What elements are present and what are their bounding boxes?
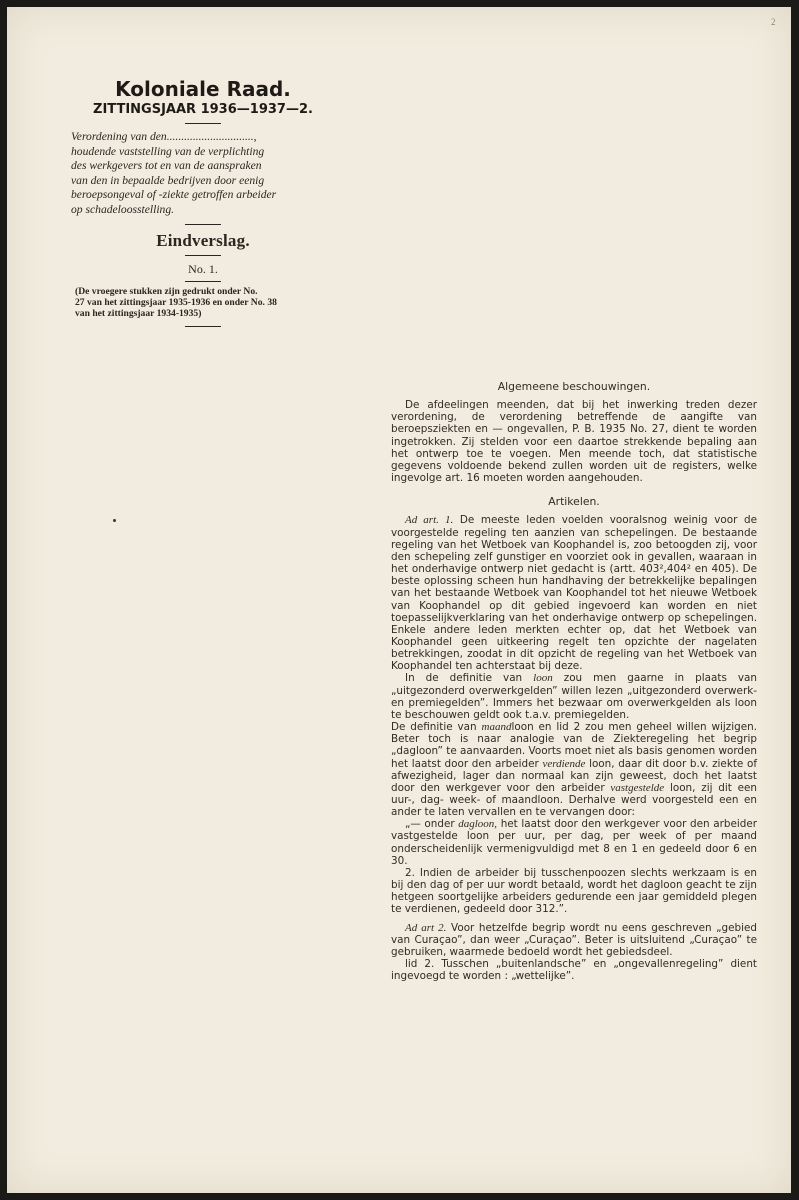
article-2-lid-2: lid 2. Tusschen „buitenlandsche” en „ongevallenregeling” dient ingevoegd te worden : „wettelijke”. bbox=[391, 958, 757, 983]
dagloon-term: dagloon, bbox=[458, 818, 498, 831]
note-line: van het zittingsjaar 1934-1935) bbox=[75, 308, 202, 320]
main-text-column bbox=[391, 381, 757, 982]
article-1-label: Ad art. 1. bbox=[405, 514, 454, 527]
dagloon-paragraph: „— onder dagloon, het laatst door den werkgever voor den arbeider vastgestelde loon per uur, per dag, per week of per maand onderscheidenlijk vermenigvuldigd met 8 en 1 en gedeeld door 6 en 30. bbox=[391, 818, 757, 867]
ink-speck bbox=[113, 519, 116, 522]
previous-documents-note bbox=[75, 286, 341, 320]
ordinance-line: houdende vaststelling van de verplichting bbox=[71, 144, 265, 158]
session-year: ZITTINGSJAAR 1936—1937—2. bbox=[93, 102, 313, 117]
divider bbox=[185, 281, 221, 282]
loon-paragraph: In de definitie van loon zou men gaarne in plaats van „uitgezonderd overwerkgelden” willen lezen „uitgezonderd overwerk- en premiegelden”. Immers het bezwaar om overwerkgelden als loon te beschouwen geldt ook t.a.v. premiegelden. bbox=[391, 672, 757, 721]
ordinance-line: Verordening van den.............................., bbox=[71, 130, 257, 143]
article-2-label: Ad art 2. bbox=[405, 921, 447, 934]
article-2-paragraph: Ad art 2. Voor hetzelfde begrip wordt nu eens geschreven „gebied van Curaçao”, dan weer „Curaçao”. Beter is uitsluitend „Curaçao” te gebruiken, waarmede bedoeld wordt het gebiedsdeel. bbox=[391, 921, 757, 958]
divider bbox=[185, 123, 221, 124]
loon-term: loon bbox=[533, 672, 553, 685]
general-paragraph: De afdeelingen meenden, dat bij het inwerking treden dezer verordening, de verordening betreffende de aangifte van beroepsziekten en — ongevallen, P. B. 1935 No. 27, dient te worden ingetrokken. Zij stelden voor een daartoe strekkende bepaling aan het ontwerp toe te voegen. Men meende toch, dat statistische gegevens voldoende bekend zullen worden uit de registers, welke ingevolge art. 16 moeten worden aangehouden. bbox=[391, 399, 757, 485]
note-line: (De vroegere stukken zijn gedrukt onder No. bbox=[75, 285, 258, 297]
verdiende-term: verdiende bbox=[542, 757, 586, 770]
maand-term: maand bbox=[481, 721, 512, 734]
maandloon-paragraph: De definitie van maandloon en lid 2 zou men geheel willen wijzigen. Beter toch is naar analogie van de Ziekteregeling het begrip „dagloon” te aanvaarden. Voorts moet niet als basis genomen worden het laatst door den arbeider verdiende loon, daar dit door b.v. ziekte of afwezigheid, lager dan normaal kan zijn geweest, doch het laatst door den werkgever voor den arbeider vastgestelde loon, zij dit een uur-, dag- week- of maandloon. Derhalve werd voorgesteld een en ander te laten vervallen en te vervangen door: bbox=[391, 721, 758, 819]
report-number: No. 1. bbox=[188, 261, 218, 276]
divider bbox=[185, 326, 221, 327]
divider bbox=[185, 224, 221, 225]
report-title: Eindverslag. bbox=[156, 230, 250, 250]
ordinance-line: op schadeloosstelling. bbox=[71, 202, 175, 216]
note-line: 27 van het zittingsjaar 1935-1936 en onder No. 38 bbox=[75, 296, 277, 308]
ordinance-line: beroepsongeval of -ziekte getroffen arbeider bbox=[71, 188, 277, 202]
general-heading: Algemeene beschouwingen. bbox=[497, 380, 651, 393]
council-title: Koloniale Raad. bbox=[115, 77, 291, 101]
divider bbox=[185, 255, 221, 256]
ordinance-line: des werkgevers tot en van de aanspraken bbox=[71, 159, 262, 173]
left-column bbox=[65, 77, 341, 333]
page-number: 2 bbox=[771, 17, 776, 27]
document-page bbox=[7, 7, 791, 1193]
ordinance-title bbox=[71, 130, 341, 218]
articles-heading: Artikelen. bbox=[548, 495, 600, 509]
ordinance-line: van den in bepaalde bedrijven door eenig bbox=[71, 173, 265, 187]
lid-2-paragraph: 2. Indien de arbeider bij tusschenpoozen slechts werkzaam is en bij den dag of per uur wordt betaald, wordt het dagloon geacht te zijn hetgeen soortgelijke arbeiders gedurende een jaar gemiddeld plegen te verdienen, gedeeld door 312.”. bbox=[391, 866, 757, 916]
vastgestelde-term: vastgestelde bbox=[610, 781, 665, 794]
article-1-paragraph: Ad art. 1. De meeste leden voelden vooralsnog weinig voor de voorgestelde regeling ten aanzien van schepelingen. De bestaande regeling van het Wetboek van Koophandel is, zoo betoogden zij, voor den schepeling zelf gunstiger en voorziet ook in gevallen, waaraan in het onderhavige ontwerp niet gedacht is (artt. 403²,404² en 405). De beste oplossing scheen hun handhaving der betrekkelijke bepalingen van het bestaande Wetboek van Koophandel tot het nieuwe Wetboek van Koophandel op dit gebied ingevoerd kan worden en niet toepasselijkverklaring van het onderhavige ontwerp op schepelingen. Enkele andere leden merkten echter op, dat het Wetboek van Koophandel geen uitkeering regelt ten opzichte der nagelaten betrekkingen, zoodat in dit opzicht de regeling van het Wetboek van Koophandel ten achterstaat bij deze. bbox=[391, 514, 757, 673]
